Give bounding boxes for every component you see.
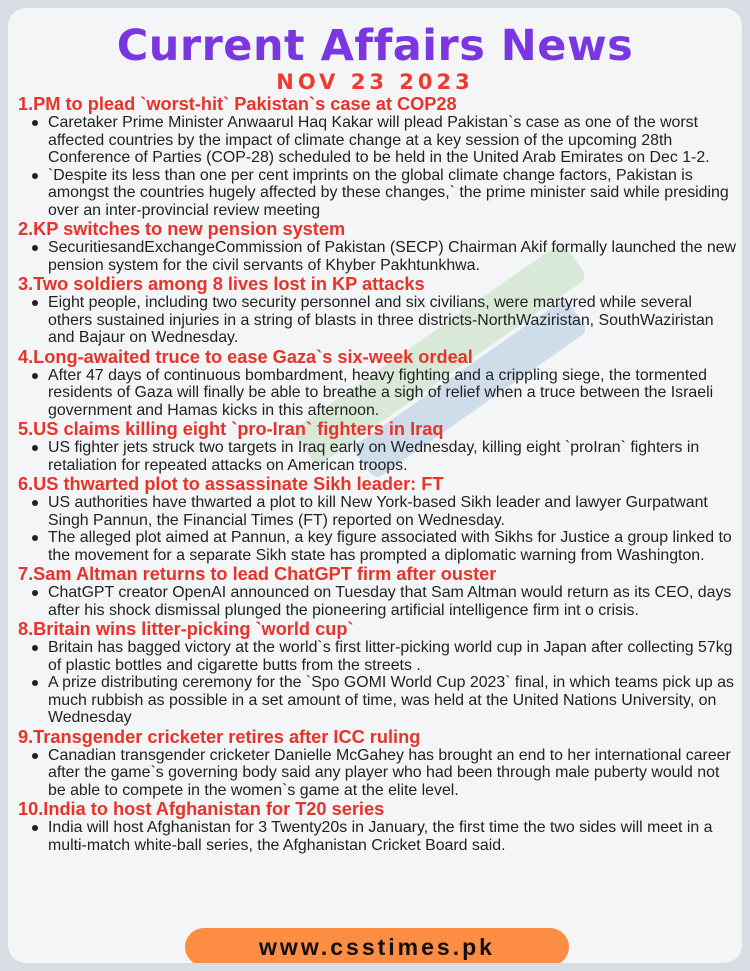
news-bullets — [18, 494, 740, 564]
news-item — [18, 219, 740, 274]
news-bullets — [18, 439, 740, 474]
news-bullets — [18, 239, 740, 274]
news-headline: 8.Britain wins litter-picking `world cup` — [18, 619, 354, 639]
news-bullets — [18, 819, 740, 854]
news-bullet: Caretaker Prime Minister Anwaarul Haq Kakar will plead Pakistan`s case as one of the worst affected countries by the impact of climate change at a key session of the upcoming 28th Conference of Parties (COP-28) scheduled to be held in the United Arab Emirates on Dec 1-2. — [18, 114, 740, 167]
news-bullets — [18, 584, 740, 619]
news-bullets — [18, 294, 740, 347]
news-bullet: ChatGPT creator OpenAI announced on Tuesday that Sam Altman would return as its CEO, days after his shock dismissal plunged the pioneering artificial intelligence firm int o crisis. — [18, 584, 740, 619]
news-headline: 10.India to host Afghanistan for T20 series — [18, 799, 385, 819]
news-bullet: US fighter jets struck two targets in Iraq early on Wednesday, killing eight `proIran` fighters in retaliation for repeated attacks on American troops. — [18, 439, 740, 474]
page-date: NOV 23 2023 — [276, 70, 474, 94]
news-bullets — [18, 367, 740, 420]
news-bullets — [18, 114, 740, 219]
news-headline: 5.US claims killing eight `pro-Iran` fighters in Iraq — [18, 419, 444, 439]
news-bullet: Britain has bagged victory at the world`s first litter-picking world cup in Japan after collecting 57kg of plastic bottles and cigarette butts from the streets . — [18, 639, 740, 674]
news-bullet: The alleged plot aimed at Pannun, a key figure associated with Sikhs for Justice a group linked to the movement for a separate Sikh state has prompted a diplomatic warning from Washington. — [18, 529, 740, 564]
news-bullet: Canadian transgender cricketer Danielle McGahey has brought an end to her international career after the game`s governing body said any player who had been through male puberty would not be able to compete in the women`s game at the elite level. — [18, 747, 740, 800]
news-bullet: Eight people, including two security personnel and six civilians, were martyred while several others sustained injuries in a string of blasts in three districts-NorthWaziristan, SouthWaziristan and Bajaur on Wednesday. — [18, 294, 740, 347]
news-item — [18, 799, 740, 854]
news-item — [18, 419, 740, 474]
news-headline: 2.KP switches to new pension system — [18, 219, 346, 239]
news-item — [18, 474, 740, 564]
website-link[interactable]: www.csstimes.pk — [185, 928, 569, 963]
news-headline: 4.Long-awaited truce to ease Gaza`s six-week ordeal — [18, 346, 473, 367]
news-bullet: SecuritiesandExchangeCommission of Pakistan (SECP) Chairman Akif formally launched the new pension system for the civil servants of Khyber Pakhtunkhwa. — [18, 239, 740, 274]
news-headline: 1.PM to plead `worst-hit` Pakistan`s case at COP28 — [18, 94, 457, 114]
news-card — [8, 8, 742, 963]
news-list — [18, 94, 740, 854]
news-item — [18, 619, 740, 727]
news-headline: 7.Sam Altman returns to lead ChatGPT firm after ouster — [18, 564, 497, 584]
news-bullet: India will host Afghanistan for 3 Twenty20s in January, the first time the two sides will meet in a multi-match white-ball series, the Afghanistan Cricket Board said. — [18, 819, 740, 854]
news-item — [18, 564, 740, 619]
news-bullet: After 47 days of continuous bombardment, heavy fighting and a crippling siege, the tormented residents of Gaza will finally be able to breathe a sigh of relief when a truce between the Israeli government and Hamas kicks in this afternoon. — [18, 367, 740, 420]
news-bullet: `Despite its less than one per cent imprints on the global climate change factors, Pakistan is amongst the countries hugely affected by these changes,` the prime minister said while presiding over an inter-provincial review meeting — [18, 167, 740, 220]
news-bullet: A prize distributing ceremony for the `Spo GOMI World Cup 2023` final, in which teams pick up as much rubbish as possible in a set amount of time, was held at the United Nations University, on Wednesday — [18, 674, 740, 727]
news-item — [18, 727, 740, 800]
news-bullets — [18, 747, 740, 800]
news-headline: 9.Transgender cricketer retires after ICC ruling — [18, 726, 421, 747]
news-item — [18, 94, 740, 219]
page-title: Current Affairs News — [116, 21, 634, 71]
news-headline: 6.US thwarted plot to assassinate Sikh leader: FT — [18, 474, 444, 494]
news-bullet: US authorities have thwarted a plot to kill New York-based Sikh leader and lawyer Gurpatwant Singh Pannun, the Financial Times (FT) reported on Wednesday. — [18, 494, 740, 529]
news-item — [18, 274, 740, 347]
news-bullets — [18, 639, 740, 727]
news-headline: 3.Two soldiers among 8 lives lost in KP attacks — [18, 274, 425, 294]
news-item — [18, 347, 740, 420]
